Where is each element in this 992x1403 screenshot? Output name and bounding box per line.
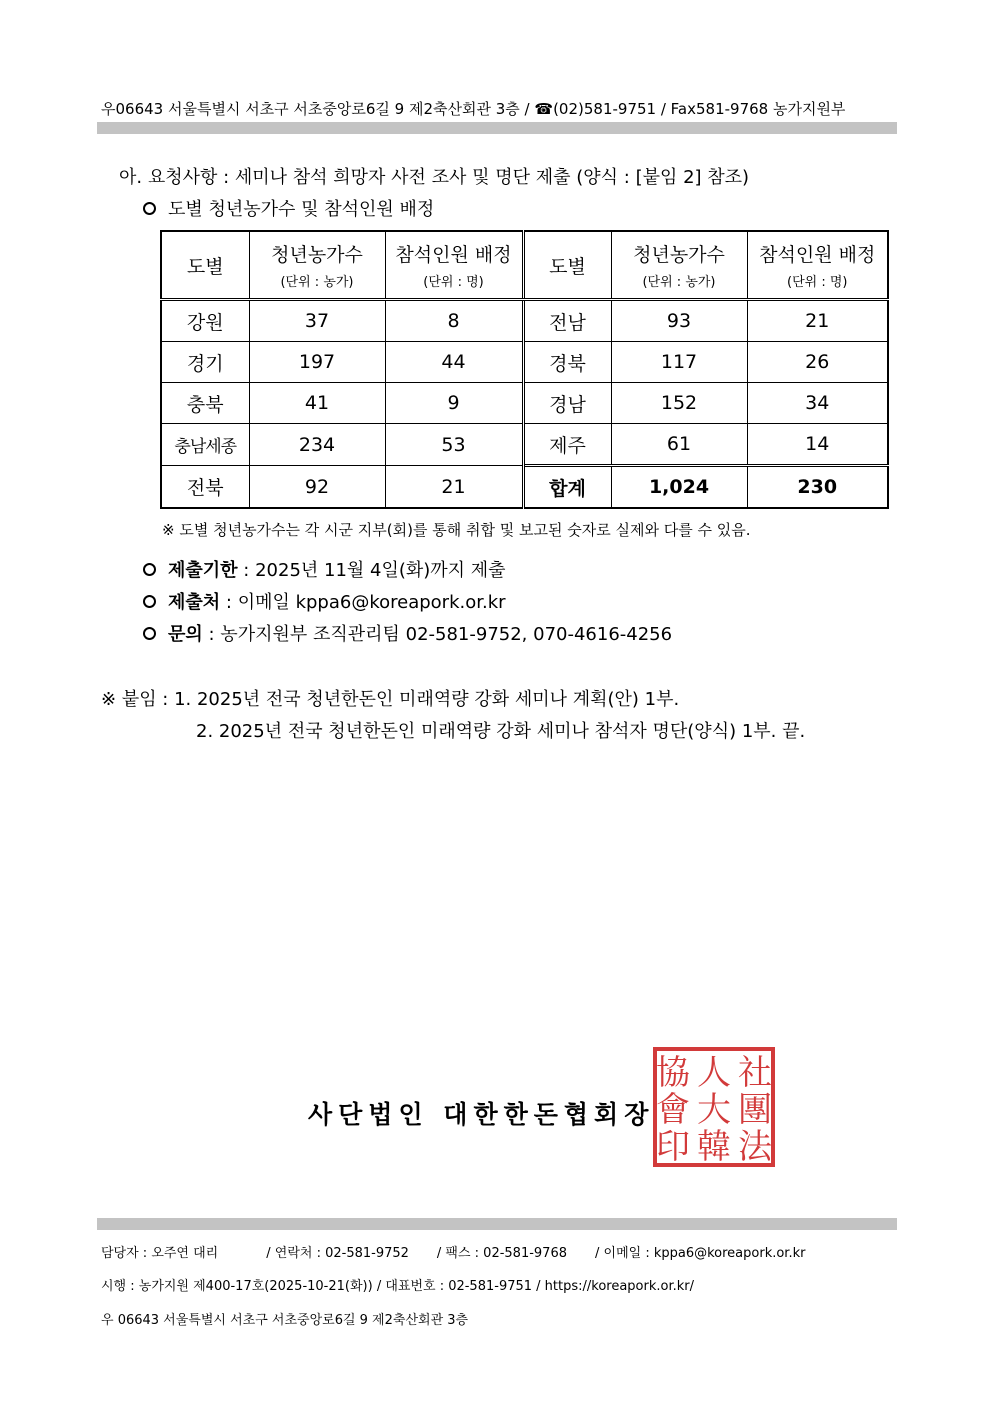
svg-text:印: 印 bbox=[656, 1127, 690, 1167]
svg-text:協: 協 bbox=[656, 1053, 690, 1093]
footer-doc-line: 시행 : 농가지원 제400-17호(2025-10-21(화)) / 대표번호 : 02-581-9751 / https://koreapork.or.kr/ bbox=[101, 1279, 695, 1294]
cell-region: 경남 bbox=[523, 383, 611, 424]
footer-email: / 이메일 : kppa6@koreapork.or.kr bbox=[595, 1246, 806, 1261]
footer-fax: / 팩스 : 02-581-9768 bbox=[436, 1246, 567, 1261]
cell-farms: 152 bbox=[611, 383, 747, 424]
submit-value: : 이메일 kppa6@koreapork.or.kr bbox=[225, 592, 506, 613]
deadline-label: 제출기한 bbox=[168, 560, 238, 581]
header-address-line: 우06643 서울특별시 서초구 서초중앙로6길 9 제2축산회관 3층 / ☎(02)581-9751 / Fax581-9768 농가지원부 bbox=[101, 100, 846, 118]
cell-region: 전남 bbox=[523, 300, 611, 342]
cell-total-label: 합계 bbox=[523, 466, 611, 509]
cell-region: 경북 bbox=[523, 342, 611, 383]
cell-attendees: 44 bbox=[385, 342, 523, 383]
header-region: 도별 bbox=[161, 231, 249, 300]
circle-bullet-icon bbox=[143, 202, 156, 215]
header-attendees: 참석인원 배정 (단위 : 명) bbox=[747, 231, 888, 300]
circle-bullet-icon bbox=[143, 595, 156, 608]
inquiry-value: : 농가지원부 조직관리팀 02-581-9752, 070-4616-4256 bbox=[208, 624, 673, 645]
header-farms: 청년농가수 (단위 : 농가) bbox=[611, 231, 747, 300]
sub-heading bbox=[143, 195, 434, 221]
cell-farms: 117 bbox=[611, 342, 747, 383]
circle-bullet-icon bbox=[143, 563, 156, 576]
cell-region: 강원 bbox=[161, 300, 249, 342]
header-attendees: 참석인원 배정 (단위 : 명) bbox=[385, 231, 523, 300]
cell-attendees: 34 bbox=[747, 383, 888, 424]
footer-divider-bar bbox=[97, 1218, 897, 1230]
cell-attendees: 21 bbox=[385, 466, 523, 509]
cell-region: 충남세종 bbox=[161, 424, 249, 466]
cell-attendees: 9 bbox=[385, 383, 523, 424]
cell-farms: 197 bbox=[249, 342, 385, 383]
attachment-line-2: 2. 2025년 전국 청년한돈인 미래역량 강화 세미나 참석자 명단(양식) 1부. 끝. bbox=[196, 721, 806, 742]
submit-label: 제출처 bbox=[168, 592, 221, 613]
allocation-table bbox=[160, 230, 889, 509]
signature-text: 사단법인 대한한돈협회장 bbox=[308, 1100, 655, 1129]
cell-farms: 93 bbox=[611, 300, 747, 342]
attachment-line-1: ※ 붙임 : 1. 2025년 전국 청년한돈인 미래역량 강화 세미나 계획(안) 1부. bbox=[101, 689, 680, 710]
table-row bbox=[161, 383, 888, 424]
sub-heading-text: 도별 청년농가수 및 참석인원 배정 bbox=[168, 199, 435, 220]
submit-to-line bbox=[143, 588, 506, 614]
table-header-row bbox=[161, 231, 888, 300]
footer-phone: / 연락처 : 02-581-9752 bbox=[266, 1246, 409, 1261]
cell-farms: 92 bbox=[249, 466, 385, 509]
cell-attendees: 21 bbox=[747, 300, 888, 342]
cell-total-farms: 1,024 bbox=[611, 466, 747, 509]
cell-region: 전북 bbox=[161, 466, 249, 509]
cell-region: 경기 bbox=[161, 342, 249, 383]
deadline-value: : 2025년 11월 4일(화)까지 제출 bbox=[243, 560, 506, 581]
header-farms: 청년농가수 (단위 : 농가) bbox=[249, 231, 385, 300]
cell-farms: 234 bbox=[249, 424, 385, 466]
cell-farms: 37 bbox=[249, 300, 385, 342]
header-region: 도별 bbox=[523, 231, 611, 300]
section-heading: 아. 요청사항 : 세미나 참석 희망자 사전 조사 및 명단 제출 (양식 : [붙임 2] 참조) bbox=[119, 167, 750, 188]
svg-text:團: 團 bbox=[738, 1090, 772, 1130]
table-row bbox=[161, 300, 888, 342]
cell-attendees: 26 bbox=[747, 342, 888, 383]
cell-attendees: 53 bbox=[385, 424, 523, 466]
cell-farms: 41 bbox=[249, 383, 385, 424]
cell-attendees: 8 bbox=[385, 300, 523, 342]
table-row bbox=[161, 342, 888, 383]
cell-region: 충북 bbox=[161, 383, 249, 424]
deadline-line bbox=[143, 556, 506, 582]
circle-bullet-icon bbox=[143, 627, 156, 640]
svg-text:法: 法 bbox=[738, 1127, 772, 1167]
footer-address-line: 우 06643 서울특별시 서초구 서초중앙로6길 9 제2축산회관 3층 bbox=[101, 1313, 469, 1328]
svg-text:韓: 韓 bbox=[697, 1127, 731, 1167]
svg-text:社: 社 bbox=[738, 1053, 772, 1093]
cell-region: 제주 bbox=[523, 424, 611, 466]
cell-total-attendees: 230 bbox=[747, 466, 888, 509]
inquiry-label: 문의 bbox=[168, 624, 203, 645]
footer-manager: 담당자 : 오주연 대리 bbox=[101, 1246, 219, 1261]
table-row bbox=[161, 466, 888, 509]
footer-contact-line bbox=[101, 1242, 805, 1261]
official-seal-icon bbox=[652, 1046, 776, 1168]
cell-attendees: 14 bbox=[747, 424, 888, 466]
table-note: ※ 도별 청년농가수는 각 시군 지부(회)를 통해 취합 및 보고된 숫자로 실제와 다를 수 있음. bbox=[162, 521, 751, 539]
table-row bbox=[161, 424, 888, 466]
header-divider-bar bbox=[97, 122, 897, 134]
inquiry-line bbox=[143, 620, 672, 646]
svg-text:大: 大 bbox=[697, 1090, 731, 1130]
cell-farms: 61 bbox=[611, 424, 747, 466]
svg-text:人: 人 bbox=[697, 1053, 731, 1093]
svg-text:會: 會 bbox=[656, 1090, 690, 1130]
